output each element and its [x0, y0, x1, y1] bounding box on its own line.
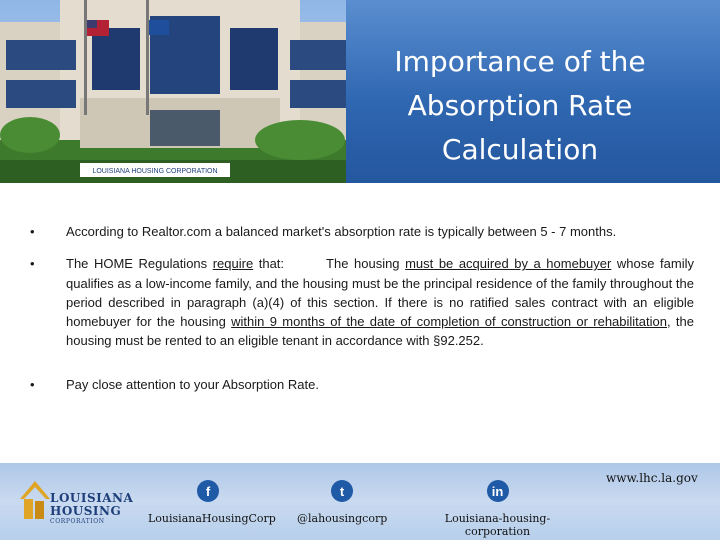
lhc-logo[interactable] — [18, 477, 134, 527]
twitter-label[interactable]: @lahousingcorp — [297, 512, 388, 525]
logo-text — [50, 491, 133, 525]
linkedin-link[interactable] — [415, 480, 580, 538]
twitter-link[interactable] — [297, 480, 387, 525]
facebook-link[interactable] — [148, 480, 276, 525]
facebook-icon[interactable]: f — [197, 480, 219, 502]
title-line-1: Importance of the — [394, 45, 646, 78]
linkedin-icon[interactable]: in — [487, 480, 509, 502]
bullet-realtor — [26, 222, 694, 241]
home-body: whose family qualifies as a low-income family, and the housing must be the principal residence of the family throughout the period described in paragraph (a)(4) of this section. If there is no ratified sales contract with an eligible homebuyer for the housing — [66, 256, 694, 330]
twitter-icon[interactable]: t — [331, 480, 353, 502]
building-sign: LOUISIANA HOUSING CORPORATION — [92, 168, 218, 175]
bullet-list — [26, 222, 694, 405]
home-intro: The HOME Regulations — [66, 256, 213, 272]
building-photo — [0, 0, 346, 183]
title-line-3: Calculation — [441, 133, 599, 166]
header-banner — [0, 0, 720, 183]
bullet-realtor-text: According to Realtor.com a balanced market's absorption rate is typically between 5 - 7 months. — [66, 224, 617, 239]
title-panel — [346, 0, 720, 183]
footer — [0, 463, 720, 540]
logo-line-3: CORPORATION — [50, 518, 105, 525]
bullet-absorption — [26, 375, 694, 394]
bullet-absorption-text: Pay close attention to your Absorption Rate. — [66, 376, 319, 392]
logo-line-2: HOUSING — [50, 504, 122, 518]
require-underlined: require — [212, 256, 254, 272]
linkedin-label[interactable]: Louisiana-housing-corporation — [444, 512, 551, 538]
house-logo-icon — [18, 477, 52, 521]
facebook-label[interactable]: LouisianaHousingCorp — [148, 512, 276, 525]
home-closing: , the housing must be rented to an eligible tenant in accordance with §92.252. — [66, 314, 694, 349]
website-link[interactable]: www.lhc.la.gov — [606, 471, 698, 485]
must-be-acquired-underlined: must be acquired by a homebuyer — [405, 256, 612, 272]
title-line-2: Absorption Rate — [407, 89, 633, 122]
bullet-home-regulations — [26, 254, 694, 350]
page-title — [346, 40, 694, 172]
within-9-months-underlined: within 9 months of the date of completion of construction or rehabilitation — [231, 314, 667, 330]
home-housing: The housing — [326, 256, 406, 272]
home-that: that: — [253, 256, 285, 272]
logo-line-1: LOUISIANA — [50, 491, 134, 505]
